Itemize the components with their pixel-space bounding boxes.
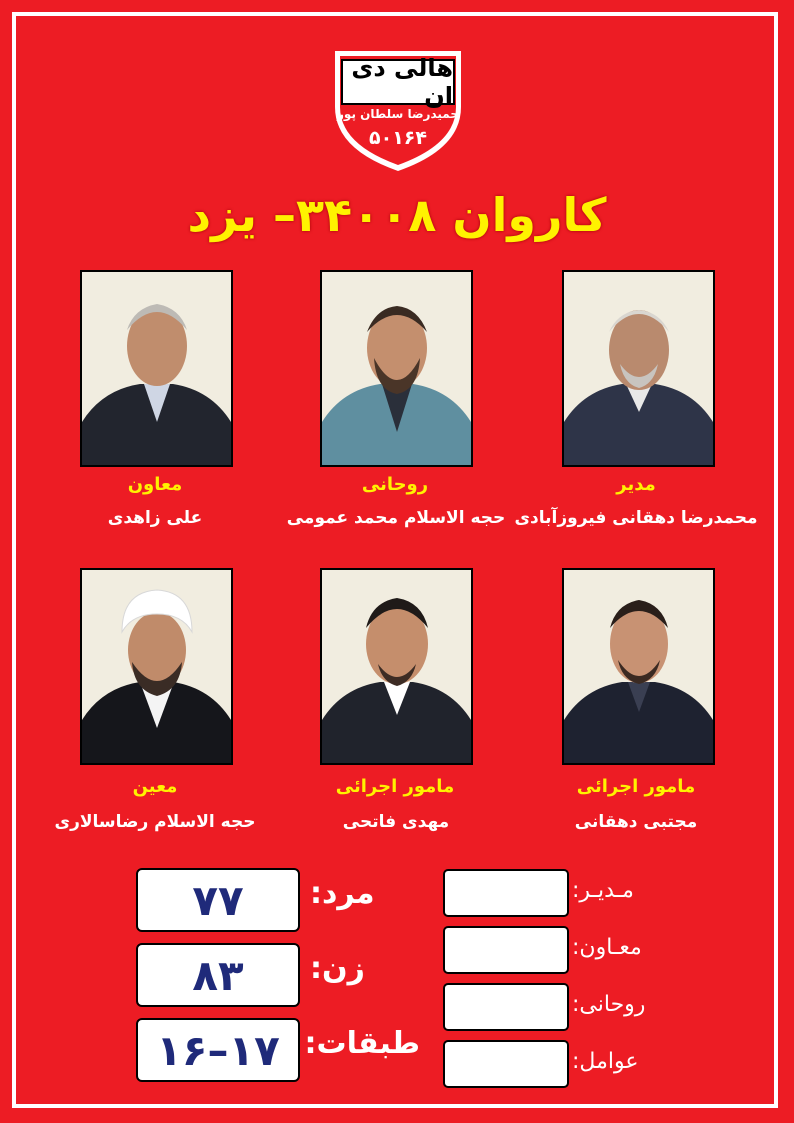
- agency-name: هالی دی ان: [341, 59, 455, 105]
- staff-photo-agent-2: [320, 568, 473, 765]
- agency-license-code: ۵۰۱۶۴: [369, 127, 427, 149]
- cleric-signature-label: روحانی:: [572, 992, 646, 1017]
- portrait-icon: [564, 570, 713, 763]
- staff-photo-manager: [562, 270, 715, 467]
- staff-name: حجه الاسلام رضاسالاری: [54, 812, 256, 832]
- staff-role: روحانی: [361, 474, 429, 495]
- staff-role: مدیر: [616, 474, 656, 495]
- staff-role: مامور اجرائی: [335, 776, 455, 797]
- portrait-icon: [322, 570, 471, 763]
- staff-name: مهدی فاتحی: [342, 812, 450, 832]
- women-label: زن:: [310, 951, 365, 986]
- women-count-box: ۸۳: [136, 943, 300, 1007]
- portrait-icon: [82, 272, 231, 465]
- portrait-icon: [82, 570, 231, 763]
- staff-role: معین: [132, 776, 178, 797]
- agents-signature-label: عوامل:: [572, 1049, 639, 1074]
- staff-photo-assistant: [80, 270, 233, 467]
- portrait-icon: [322, 272, 471, 465]
- agents-signature-box[interactable]: [443, 1040, 569, 1088]
- agency-logo: [331, 45, 465, 175]
- staff-photo-deputy: [80, 568, 233, 765]
- manager-signature-box[interactable]: [443, 869, 569, 917]
- men-label: مرد:: [310, 876, 375, 911]
- cleric-signature-box[interactable]: [443, 983, 569, 1031]
- portrait-icon: [564, 272, 713, 465]
- staff-role: معاون: [127, 474, 183, 495]
- assistant-signature-box[interactable]: [443, 926, 569, 974]
- staff-photo-agent-1: [562, 568, 715, 765]
- assistant-signature-label: معـاون:: [572, 935, 642, 960]
- manager-signature-label: مـدیـر:: [572, 878, 634, 903]
- agency-owner: حمیدرضا سلطان پور: [337, 107, 459, 121]
- staff-name: محمدرضا دهقانی فیروزآبادی: [514, 508, 758, 528]
- floors-label: طبقات:: [304, 1026, 420, 1061]
- staff-name: مجتبی دهقانی: [574, 812, 698, 832]
- staff-name: علی زاهدی: [107, 508, 203, 528]
- floors-box: ۱۷–۱۶: [136, 1018, 300, 1082]
- staff-name: حجه الاسلام محمد عمومی: [286, 508, 506, 528]
- staff-photo-cleric: [320, 270, 473, 467]
- page-title: کاروان ۳۴۰۰۸– یزد: [187, 188, 607, 242]
- staff-role: مامور اجرائی: [576, 776, 696, 797]
- men-count-box: ۷۷: [136, 868, 300, 932]
